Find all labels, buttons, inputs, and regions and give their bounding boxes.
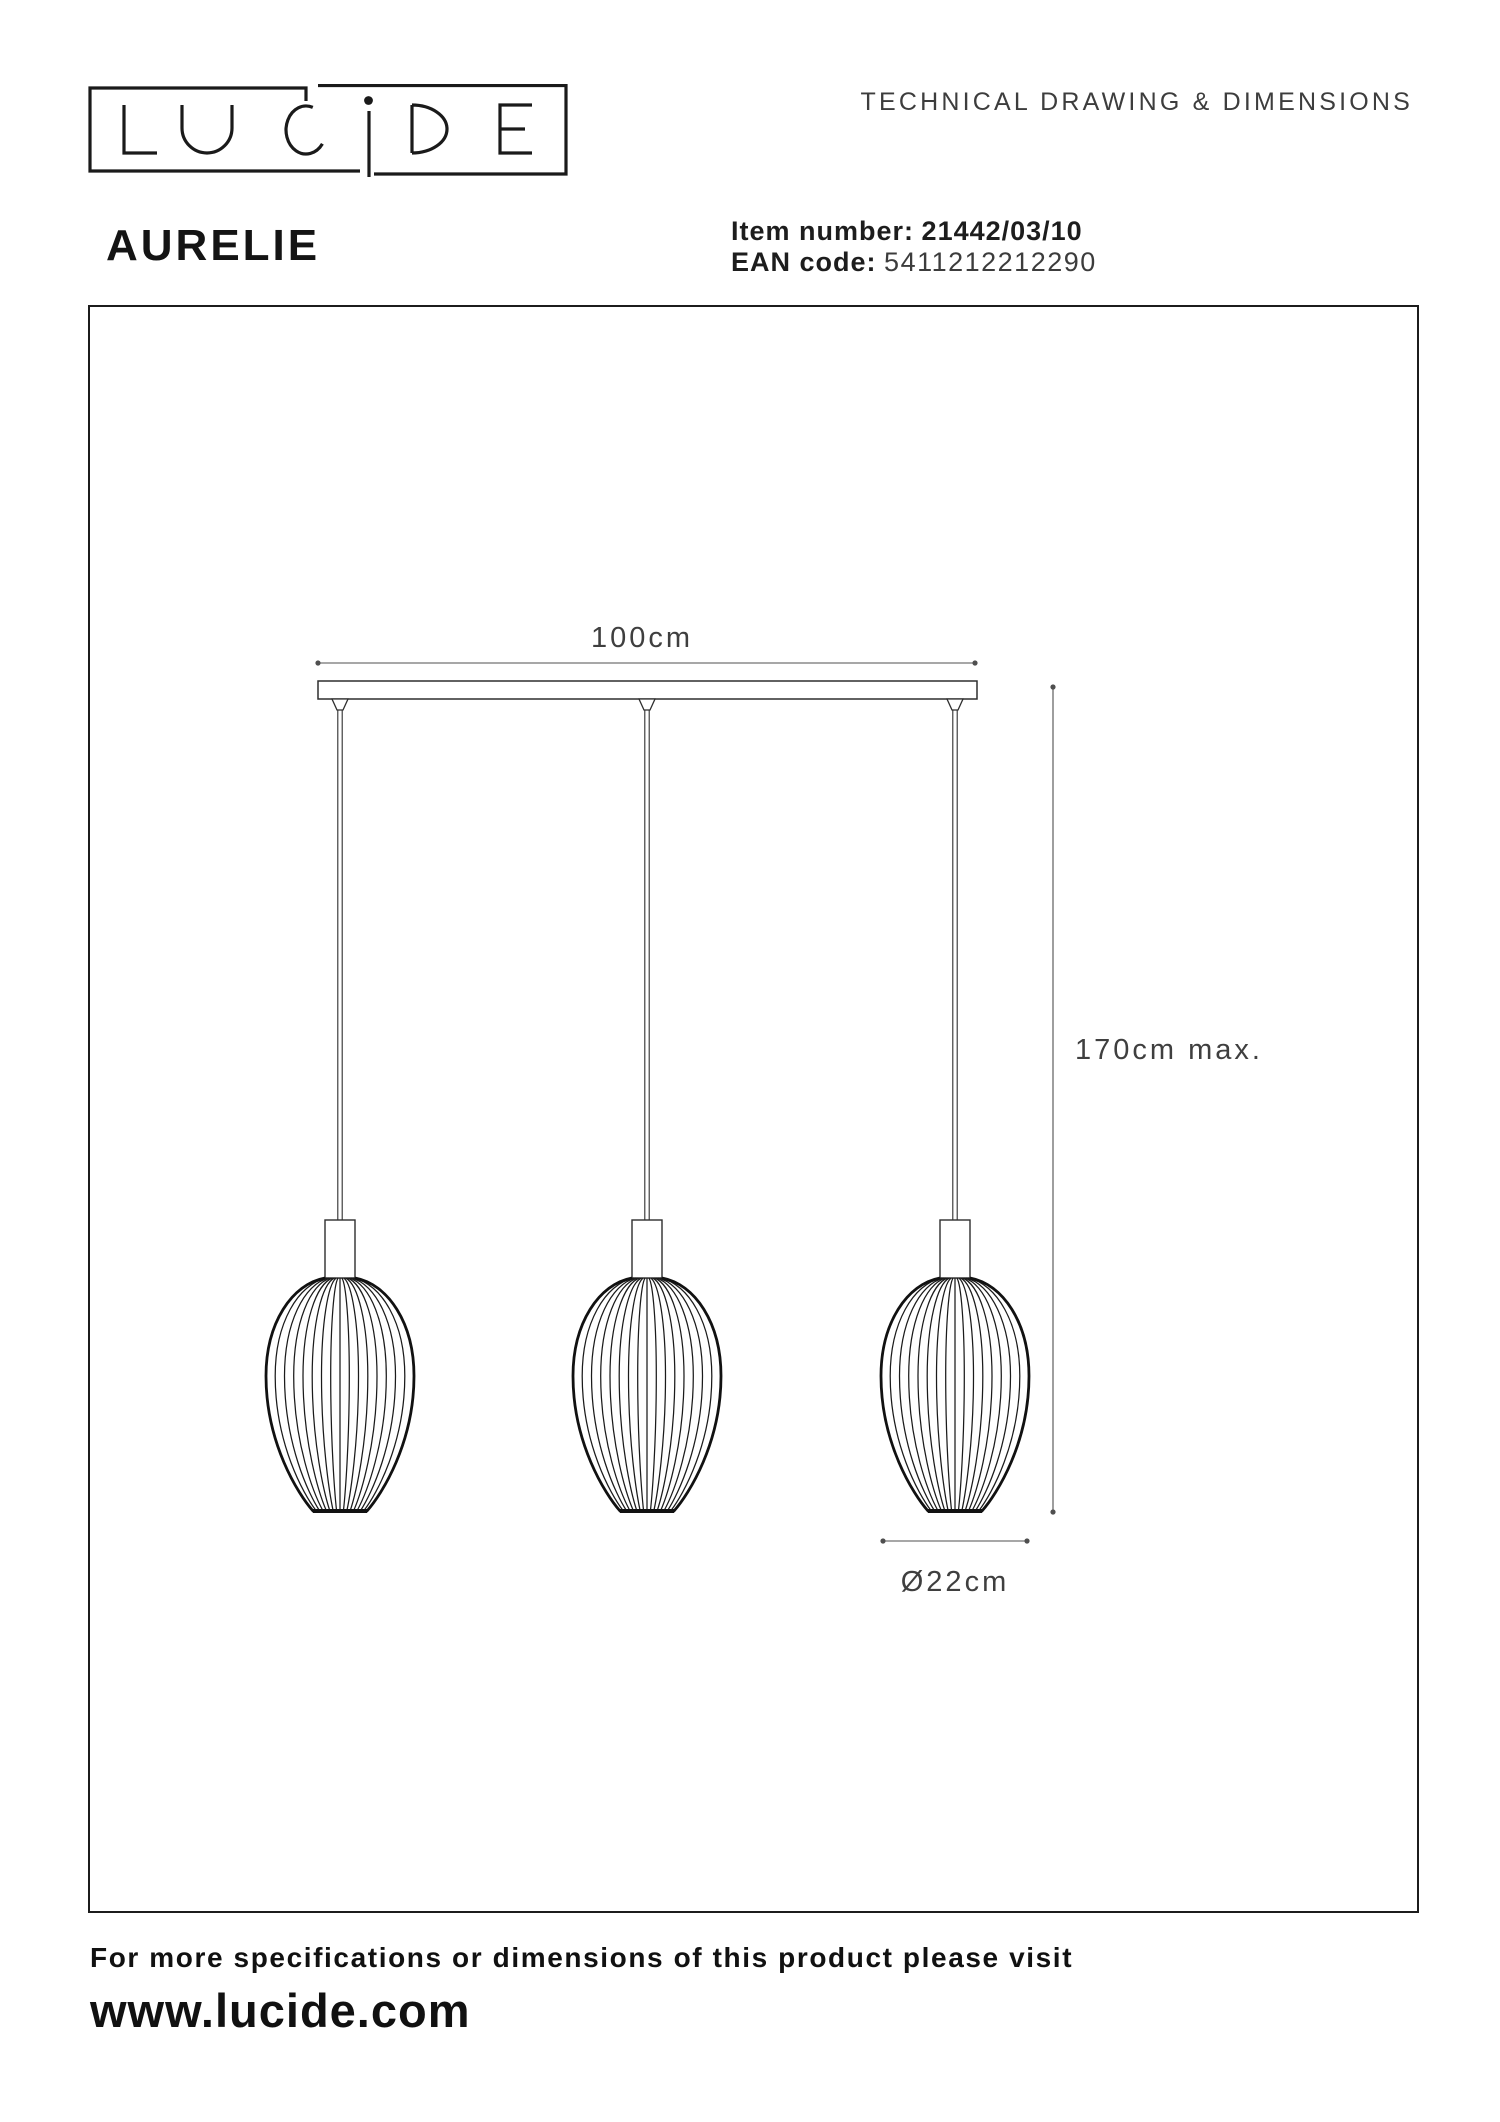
- diameter-dim-left-dot: [880, 1538, 885, 1543]
- lucide-logo: [88, 84, 568, 178]
- item-info-block: [731, 216, 1097, 278]
- ceiling-track: [318, 681, 977, 699]
- logo-letter-c: [286, 106, 322, 154]
- ean-line: [731, 247, 1097, 278]
- width-dimension-label: 100cm: [590, 622, 694, 654]
- logo-frame-left: [90, 88, 360, 171]
- ean-label: EAN code:: [731, 247, 877, 277]
- product-name: AURELIE: [106, 221, 321, 270]
- item-number-line: [731, 216, 1097, 247]
- logo-letter-d: [412, 105, 447, 153]
- logo-letter-u: [182, 105, 232, 153]
- logo-frame-right: [318, 86, 566, 175]
- item-number-value: 21442/03/10: [921, 216, 1083, 246]
- diameter-dim-right-dot: [1024, 1538, 1029, 1543]
- logo-letter-e: [500, 105, 532, 153]
- doc-title: TECHNICAL DRAWING & DIMENSIONS: [860, 88, 1413, 116]
- logo-letter-l: [124, 105, 157, 153]
- logo-letter-i-dot: [364, 96, 373, 105]
- item-number-label: Item number:: [731, 216, 915, 246]
- height-dim-top-dot: [1050, 684, 1055, 689]
- pendant-lamp-3: [881, 699, 1029, 1511]
- width-dim-right-dot: [972, 660, 977, 665]
- height-dimension-label: 170cm max.: [1075, 1034, 1263, 1066]
- pendant-lamp-2: [573, 699, 721, 1511]
- width-dim-left-dot: [315, 660, 320, 665]
- footer: [90, 1942, 1073, 2038]
- diameter-dimension-label: Ø22cm: [900, 1566, 1010, 1598]
- website-link[interactable]: www.lucide.com: [90, 1984, 471, 2037]
- pendant-lamp-1: [266, 699, 414, 1511]
- ean-value: 5411212212290: [884, 247, 1097, 277]
- footer-note: For more specifications or dimensions of this product please visit: [90, 1942, 1074, 1973]
- height-dim-bottom-dot: [1050, 1509, 1055, 1514]
- technical-drawing: [90, 307, 1417, 1911]
- drawing-box: [88, 305, 1419, 1913]
